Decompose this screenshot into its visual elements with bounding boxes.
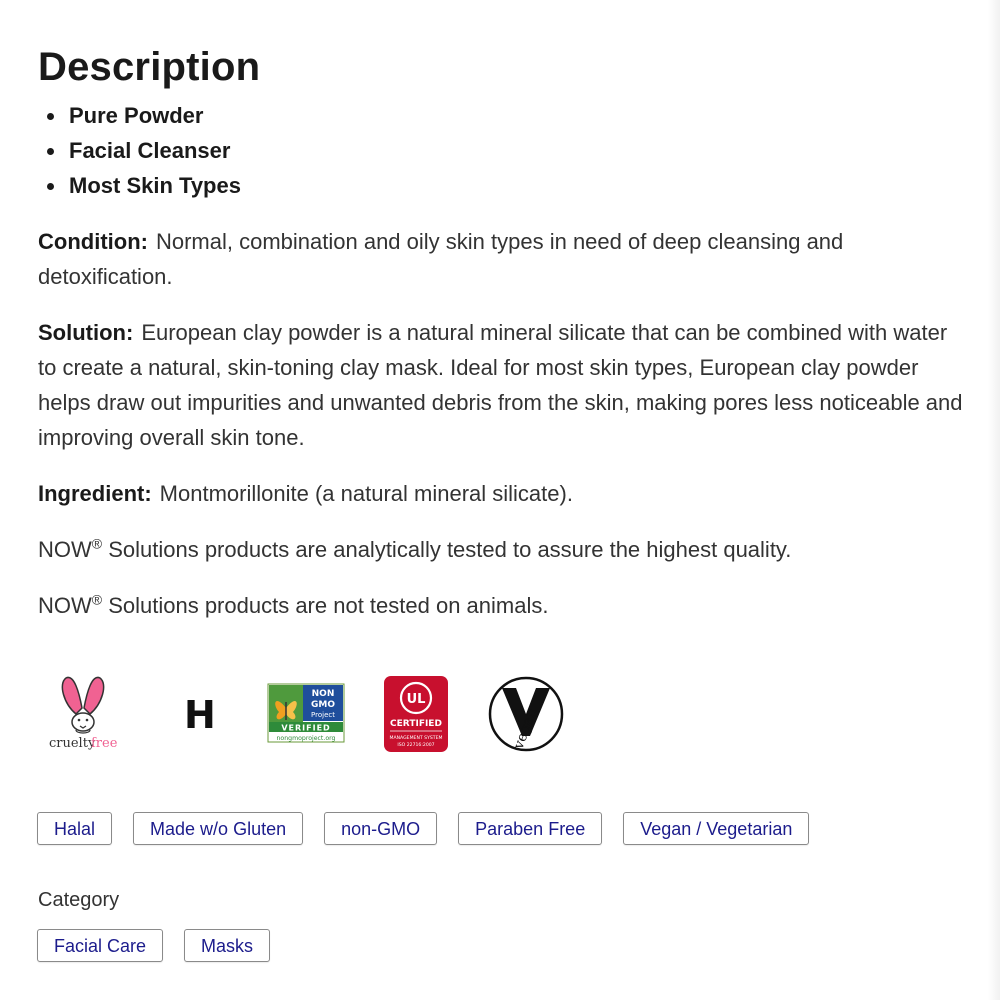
category-chip[interactable]: Masks (184, 929, 270, 962)
bunny-icon (62, 677, 103, 733)
feature-list (38, 98, 968, 203)
halal-badge (162, 674, 228, 754)
tag-chip[interactable]: Vegan / Vegetarian (623, 812, 809, 845)
tag-chip[interactable]: Paraben Free (458, 812, 602, 845)
ingredient-text: Montmorillonite (a natural mineral silicate). (159, 481, 573, 506)
feature-item: Most Skin Types (69, 168, 968, 203)
solution-paragraph (38, 315, 968, 455)
gmo-text: GMO (311, 700, 335, 710)
non-gmo-badge (267, 674, 345, 754)
free-text: free (91, 736, 118, 751)
scroll-edge (988, 0, 1000, 1000)
certified-text: CERTIFIED (390, 719, 442, 729)
registered-mark: ® (91, 591, 103, 608)
animal-note-text: Solutions products are not tested on animals. (102, 593, 549, 618)
condition-label: Condition: (38, 229, 148, 254)
verified-text: VERIFIED (281, 723, 331, 733)
registered-mark: ® (91, 535, 103, 552)
category-list (37, 929, 291, 962)
condition-paragraph (38, 224, 968, 294)
ingredient-label: Ingredient: (38, 481, 152, 506)
animal-testing-note (38, 588, 968, 623)
iso-text: ISO 22716:2007 (397, 743, 435, 748)
ul-mark: UL (406, 692, 426, 707)
quality-note-text: Solutions products are analytically tested to assure the highest quality. (102, 537, 792, 562)
brand-name: NOW (38, 537, 92, 562)
brand-name: NOW (38, 593, 92, 618)
vegan-word: vegan (510, 705, 541, 752)
project-text: Project (311, 711, 335, 719)
tag-chip[interactable]: Made w/o Gluten (133, 812, 303, 845)
tag-list (37, 812, 830, 845)
condition-text: Normal, combination and oily skin types in need of deep cleansing and detoxification. (38, 229, 844, 289)
feature-item: Pure Powder (69, 98, 968, 133)
vegan-badge (486, 674, 566, 754)
quality-note (38, 532, 968, 567)
ingredient-paragraph (38, 476, 968, 511)
nongmo-url: nongmoproject.org (276, 735, 336, 742)
certification-badges (46, 674, 586, 754)
non-text: NON (311, 689, 335, 699)
solution-text: European clay powder is a natural mineral silicate that can be combined with water to create a natural, skin-toning clay mask. Ideal for most skin types, European clay powder helps draw out impurities and unwanted debris from the skin, making pores less noticeable and improving overall skin tone. (38, 320, 963, 450)
tag-chip[interactable]: non-GMO (324, 812, 437, 845)
category-chip[interactable]: Facial Care (37, 929, 163, 962)
butterfly-icon (275, 701, 297, 720)
feature-item: Facial Cleanser (69, 133, 968, 168)
description-section (38, 44, 968, 623)
management-system-text: MANAGEMENT SYSTEM (389, 736, 443, 741)
halal-letter: H (184, 693, 216, 737)
cruelty-free-badge (46, 674, 124, 754)
category-heading: Category (38, 889, 120, 911)
solution-label: Solution: (38, 320, 134, 345)
ul-certified-badge (382, 674, 450, 754)
cruelty-text: cruelty (49, 736, 96, 751)
tag-chip[interactable]: Halal (37, 812, 112, 845)
page-title: Description (38, 45, 261, 89)
